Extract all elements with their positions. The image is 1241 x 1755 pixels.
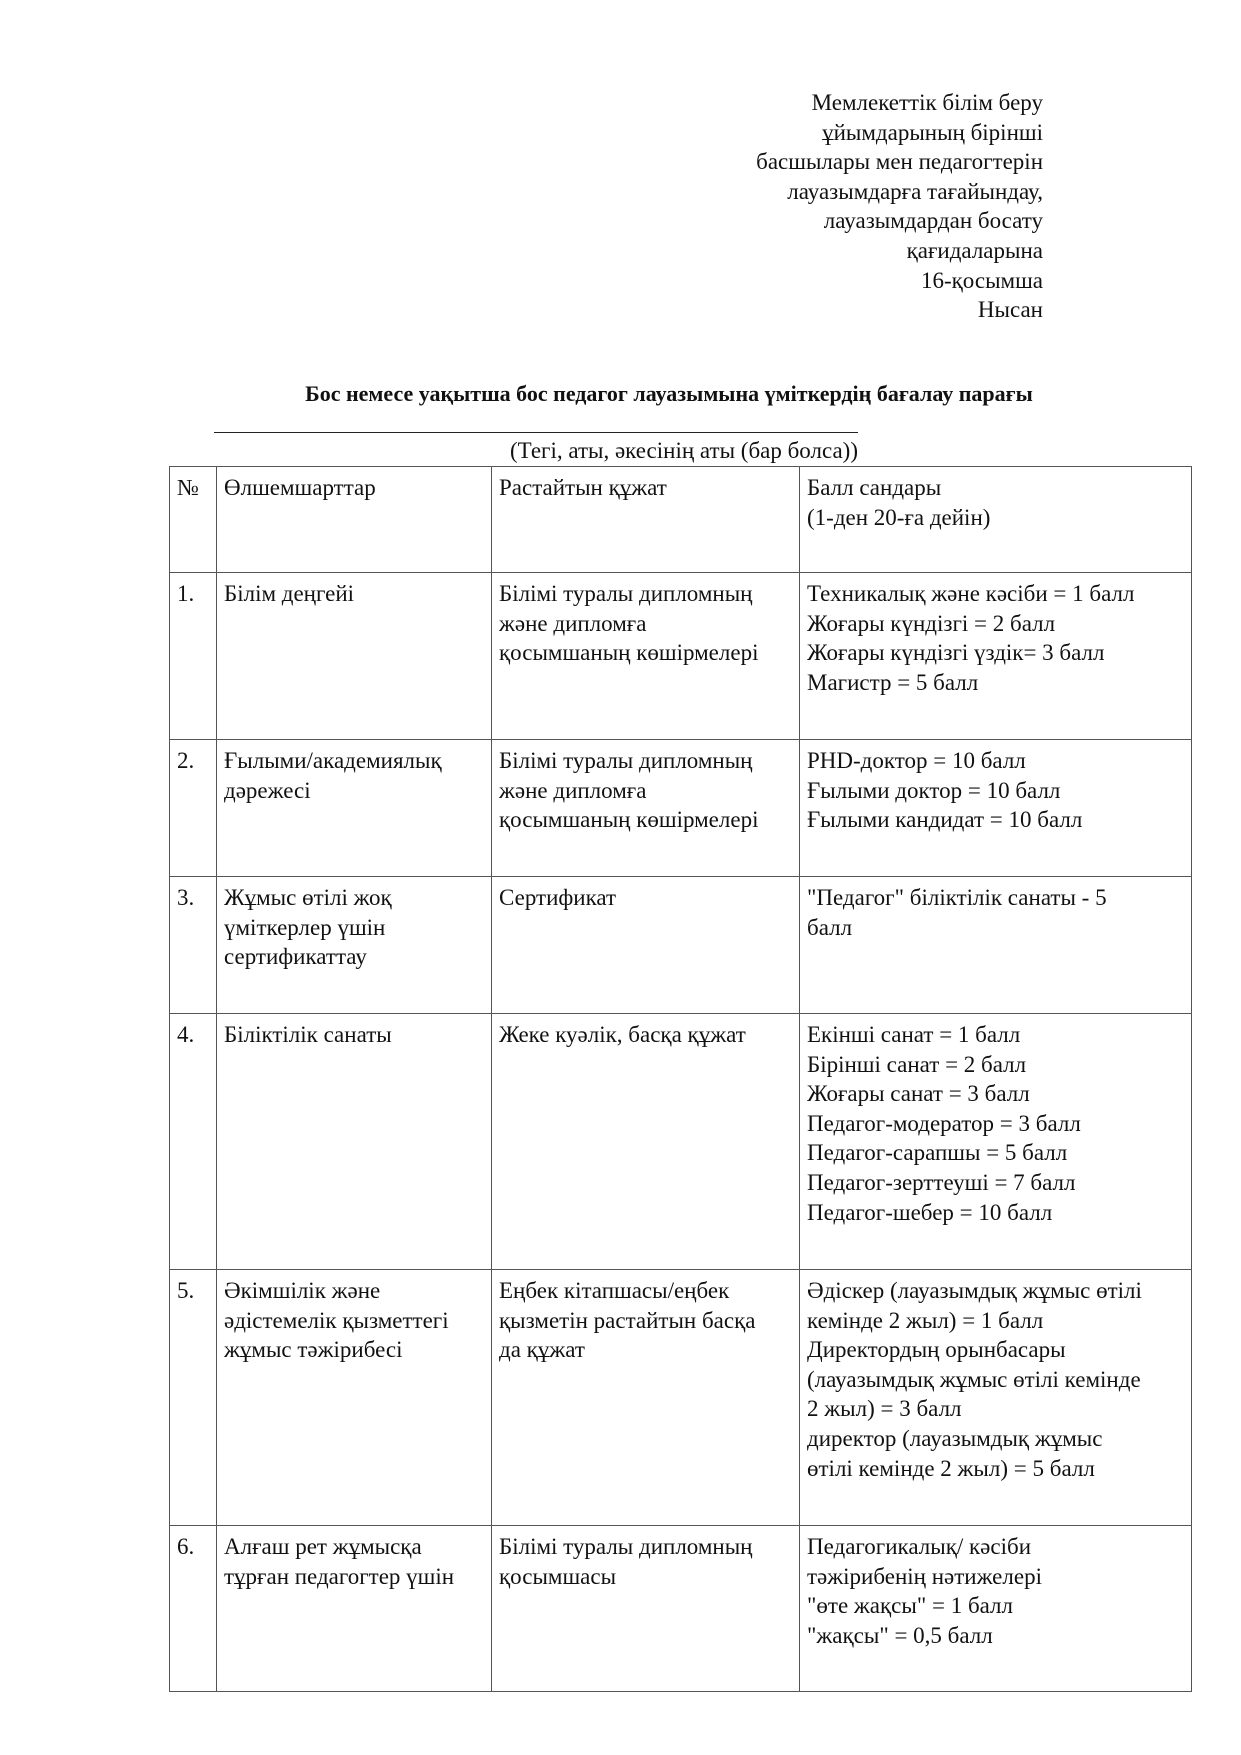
row-num: 5. [170,1270,217,1526]
row-num: 4. [170,1014,217,1270]
row-criteria: Әкімшілік және әдістемелік қызметтегі жұмыс тәжірибесі [217,1270,492,1526]
header-line: 16-қосымша [920,267,1043,293]
row-document: Еңбек кітапшасы/еңбек қызметін растайтын басқа да құжат [492,1270,800,1526]
header-points-cell: Балл сандары (1-ден 20-ға дейін) [800,467,1192,573]
table-row [170,1014,1192,1270]
header-document-cell: Растайтын құжат [492,467,800,573]
row-num: 6. [170,1526,217,1692]
row-document: Білімі туралы дипломның және дипломға қосымшаның көшірмелері [492,740,800,877]
row-num: 1. [170,573,217,740]
header-line: Нысан [977,297,1043,323]
document-title: Бос немесе уақытша бос педагог лауазымына үміткердің бағалау парағы [305,381,1033,406]
name-fill-line [214,416,858,433]
table-row [170,877,1192,1014]
row-points: Педагогикалық/ кәсіби тәжірибенің нәтижелері "өте жақсы" = 1 балл "жақсы" = 0,5 балл [800,1526,1192,1692]
row-criteria: Білім деңгейі [217,573,492,740]
row-criteria: Алғаш рет жұмысқа тұрған педагогтер үшін [217,1526,492,1692]
row-points: Техникалық және кәсіби = 1 балл Жоғары күндізгі = 2 балл Жоғары күндізгі үздік= 3 балл Магистр = 5 балл [800,573,1192,740]
row-points: PHD-доктор = 10 балл Ғылыми доктор = 10 балл Ғылыми кандидат = 10 балл [800,740,1192,877]
name-caption: (Тегі, аты, әкесінің аты (бар болса)) [509,438,858,463]
table-row [170,573,1192,740]
row-document: Сертификат [492,877,800,1014]
table-row [170,1270,1192,1526]
header-line: қағидаларына [906,237,1043,263]
row-points: Әдіскер (лауазымдық жұмыс өтілі кемінде 2 жыл) = 1 балл Директордың орынбасары (лауазымдық жұмыс өтілі кемінде 2 жыл) = 3 балл директор (лауазымдық жұмыс өтілі кемінде 2 жыл) = 5 балл [800,1270,1192,1526]
table-header-row [170,467,1192,573]
row-criteria: Ғылыми/академиялық дәрежесі [217,740,492,877]
row-num: 3. [170,877,217,1014]
header-line: лауазымдардан босату [823,208,1043,234]
header-line: ұйымдарының бірінші [822,119,1043,145]
row-document: Жеке куәлік, басқа құжат [492,1014,800,1270]
table-row [170,740,1192,877]
row-points: "Педагог" біліктілік санаты - 5 балл [800,877,1192,1014]
header-line: Мемлекеттік білім беру [811,90,1043,115]
row-num: 2. [170,740,217,877]
row-document: Білімі туралы дипломның қосымшасы [492,1526,800,1692]
appendix-header [756,88,1043,325]
table-row [170,1526,1192,1692]
row-criteria: Жұмыс өтілі жоқ үміткерлер үшін сертификаттау [217,877,492,1014]
header-num-cell: № [170,467,217,573]
header-line: лауазымдарға тағайындау, [787,178,1043,204]
header-criteria-cell: Өлшемшарттар [217,467,492,573]
row-criteria: Біліктілік санаты [217,1014,492,1270]
evaluation-table [169,466,1192,1692]
header-line: басшылары мен педагогтерін [756,149,1043,175]
row-document: Білімі туралы дипломның және дипломға қосымшаның көшірмелері [492,573,800,740]
row-points: Екінші санат = 1 балл Бірінші санат = 2 балл Жоғары санат = 3 балл Педагог-модератор = 3 балл Педагог-сарапшы = 5 балл Педагог-зерттеуші = 7 балл Педагог-шебер = 10 балл [800,1014,1192,1270]
